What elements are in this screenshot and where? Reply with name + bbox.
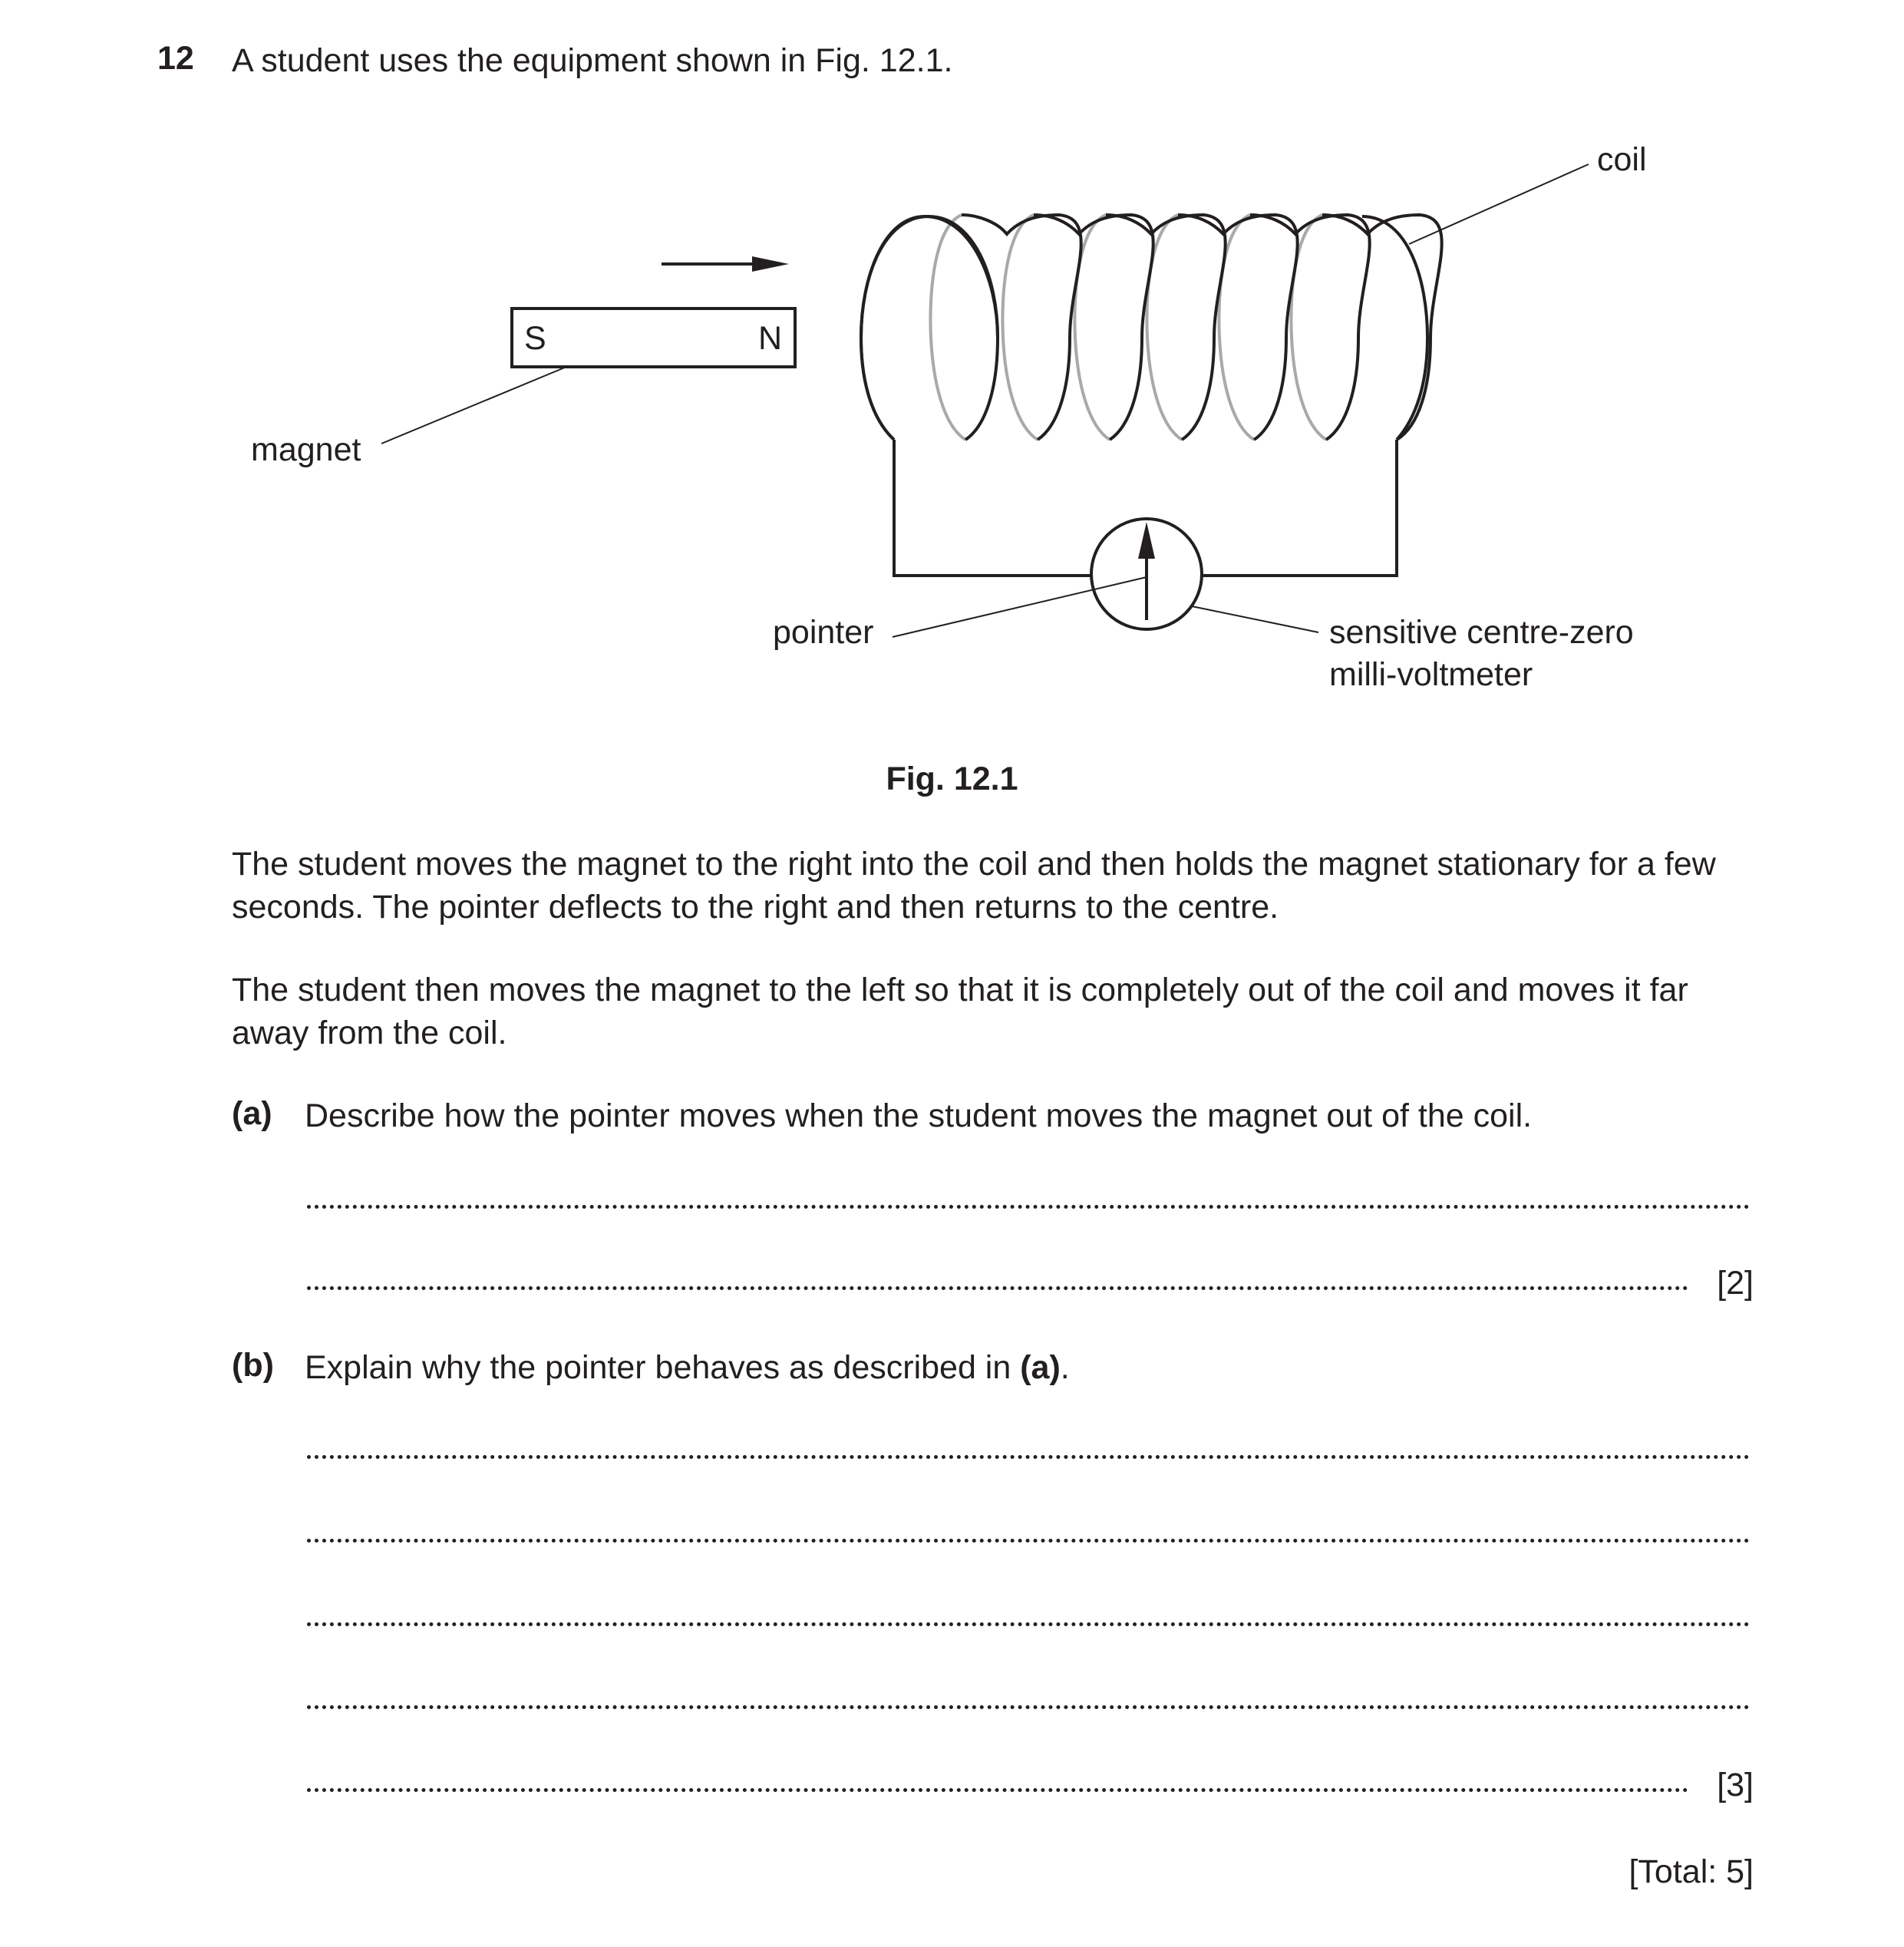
motion-arrow-head bbox=[752, 256, 789, 272]
coil-outline bbox=[861, 216, 1427, 440]
answer-line-b4[interactable] bbox=[307, 1705, 1750, 1709]
answer-line-b3[interactable] bbox=[307, 1622, 1750, 1626]
answer-line-a2[interactable] bbox=[307, 1286, 1688, 1290]
bar-magnet bbox=[512, 309, 795, 367]
part-b-marks: [3] bbox=[1717, 1767, 1754, 1803]
total-marks: [Total: 5] bbox=[1628, 1853, 1754, 1890]
answer-line-b1[interactable] bbox=[307, 1455, 1750, 1459]
question-intro: A student uses the equipment shown in Fig. 12.1. bbox=[232, 42, 953, 79]
magnet-pole-s: S bbox=[524, 320, 546, 357]
answer-line-b2[interactable] bbox=[307, 1539, 1750, 1543]
label-meter-line1: sensitive centre-zero bbox=[1329, 614, 1634, 651]
part-b-text-after: . bbox=[1060, 1349, 1070, 1386]
paragraph-2: The student then moves the magnet to the left so that it is completely out of the coil and moves it far away from the coil. bbox=[232, 972, 1688, 1051]
leader-lines bbox=[381, 164, 1589, 637]
figure-caption: Fig. 12.1 bbox=[886, 761, 1018, 797]
part-a-marks: [2] bbox=[1717, 1265, 1754, 1302]
coil-back-loops bbox=[930, 215, 1326, 440]
part-b-text-before: Explain why the pointer behaves as described in bbox=[305, 1349, 1021, 1386]
label-meter-line2: milli-voltmeter bbox=[1329, 656, 1533, 693]
coil-front-loops bbox=[861, 215, 1442, 440]
label-coil: coil bbox=[1597, 141, 1647, 178]
answer-line-b5[interactable] bbox=[307, 1788, 1688, 1792]
part-a-label: (a) bbox=[232, 1095, 272, 1132]
paragraph-1: The student moves the magnet to the right into the coil and then holds the magnet stationary for a few seconds. The pointer deflects to the right and then returns to the centre. bbox=[232, 846, 1716, 926]
part-a-question: Describe how the pointer moves when the student moves the magnet out of the coil. bbox=[305, 1097, 1533, 1134]
question-number: 12 bbox=[157, 40, 194, 77]
part-b-question bbox=[305, 1347, 1070, 1388]
part-b-label: (b) bbox=[232, 1347, 274, 1384]
fig-12-1-diagram bbox=[0, 0, 1904, 729]
magnet-pole-n: N bbox=[758, 320, 783, 357]
label-pointer: pointer bbox=[773, 614, 874, 651]
answer-line-a1[interactable] bbox=[307, 1205, 1750, 1209]
part-b-ref: (a) bbox=[1020, 1349, 1061, 1386]
label-magnet: magnet bbox=[251, 431, 361, 468]
